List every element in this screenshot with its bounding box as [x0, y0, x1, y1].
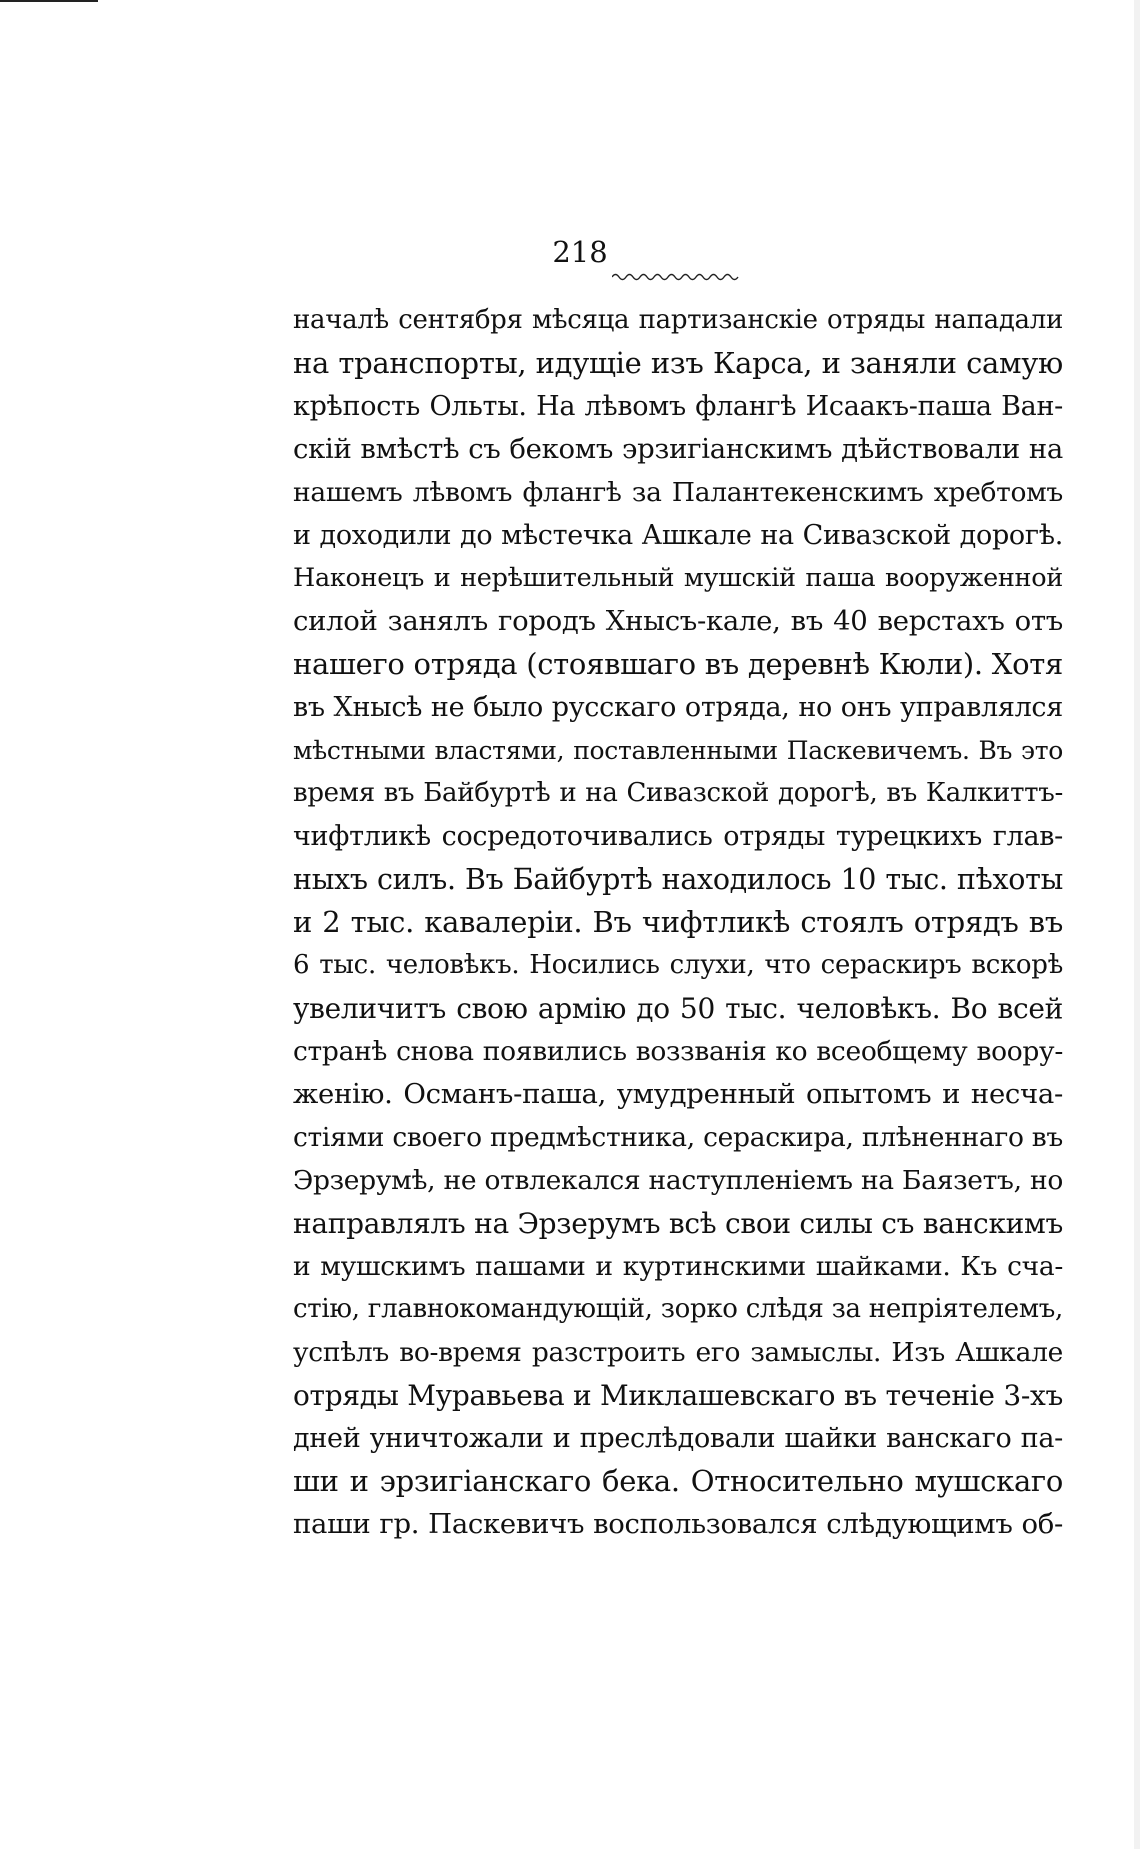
text-line: нашемъ лѣвомъ флангѣ за Палантекенскимъ хребтомъ — [293, 477, 1063, 508]
text-line: увеличитъ свою армію до 50 тыс. человѣкъ. Во всей — [293, 992, 1063, 1025]
text-line: 6 тыс. человѣкъ. Носились слухи, что сераскиръ вскорѣ — [293, 950, 1063, 980]
text-line: и доходили до мѣстечка Ашкале на Сивазской дорогѣ. — [293, 520, 1063, 551]
text-line: стію, главнокомандующій, зорко слѣдя за непріятелемъ, — [293, 1294, 1063, 1324]
text-line: ши и эрзигіанскаго бека. Относительно мушскаго — [293, 1464, 1063, 1498]
wavy-underline-ornament — [612, 272, 742, 282]
text-line: нашего отряда (стоявшаго въ деревнѣ Кюли). Хотя — [293, 647, 1063, 681]
text-line: въ Хнысѣ не было русскаго отряда, но онъ управлялся — [293, 692, 1063, 723]
page-number: 218 — [552, 235, 608, 269]
text-line: стіями своего предмѣстника, сераскира, плѣненнаго въ — [293, 1122, 1063, 1153]
text-line: дней уничтожали и преслѣдовали шайки ванскаго па- — [293, 1423, 1063, 1454]
text-line: Наконецъ и нерѣшительный мушскій паша вооруженной — [293, 563, 1063, 593]
text-line: паши гр. Паскевичъ воспользовался слѣдующимъ об- — [293, 1508, 1063, 1540]
text-line: странѣ снова появились воззванія ко всеобщему воору- — [293, 1036, 1063, 1067]
text-line: женію. Османъ-паша, умудренный опытомъ и несча- — [293, 1078, 1063, 1110]
scan-edge-rule — [0, 0, 98, 2]
text-line: направлялъ на Эрзерумъ всѣ свои силы съ ванскимъ — [293, 1207, 1063, 1240]
text-line: мѣстными властями, поставленными Паскевичемъ. Въ это — [293, 736, 1063, 765]
text-line: и 2 тыс. кавалеріи. Въ чифтликѣ стоялъ отрядъ въ — [293, 905, 1063, 939]
scan-right-edge — [1134, 0, 1140, 1849]
text-line: ныхъ силъ. Въ Байбуртѣ находилось 10 тыс. пѣхоты — [293, 863, 1063, 896]
text-line: скій вмѣстѣ съ бекомъ эрзигіанскимъ дѣйствовали на — [293, 433, 1063, 465]
text-line: время въ Байбуртѣ и на Сивазской дорогѣ, въ Калкиттъ- — [293, 778, 1063, 808]
text-line: силой занялъ городъ Хнысъ-кале, въ 40 верстахъ отъ — [293, 605, 1063, 637]
text-line: крѣпость Ольты. На лѣвомъ флангѣ Исаакъ-паша Ван- — [293, 391, 1063, 422]
text-line: на транспорты, идущіе изъ Карса, и заняли самую — [293, 346, 1063, 380]
text-line: и мушскимъ пашами и куртинскими шайками. Къ сча- — [293, 1251, 1063, 1282]
body-text — [293, 299, 1063, 1546]
text-line: Эрзерумѣ, не отвлекался наступленіемъ на Баязетъ, но — [293, 1165, 1063, 1196]
text-line: началѣ сентября мѣсяца партизанскіе отряды нападали — [293, 305, 1063, 335]
text-line: отряды Муравьева и Миклашевскаго въ теченіе 3-хъ — [293, 1379, 1063, 1412]
text-line: успѣлъ во-время разстроить его замыслы. Изъ Ашкале — [293, 1337, 1063, 1368]
text-line: чифтликѣ сосредоточивались отряды турецкихъ глав- — [293, 821, 1063, 852]
